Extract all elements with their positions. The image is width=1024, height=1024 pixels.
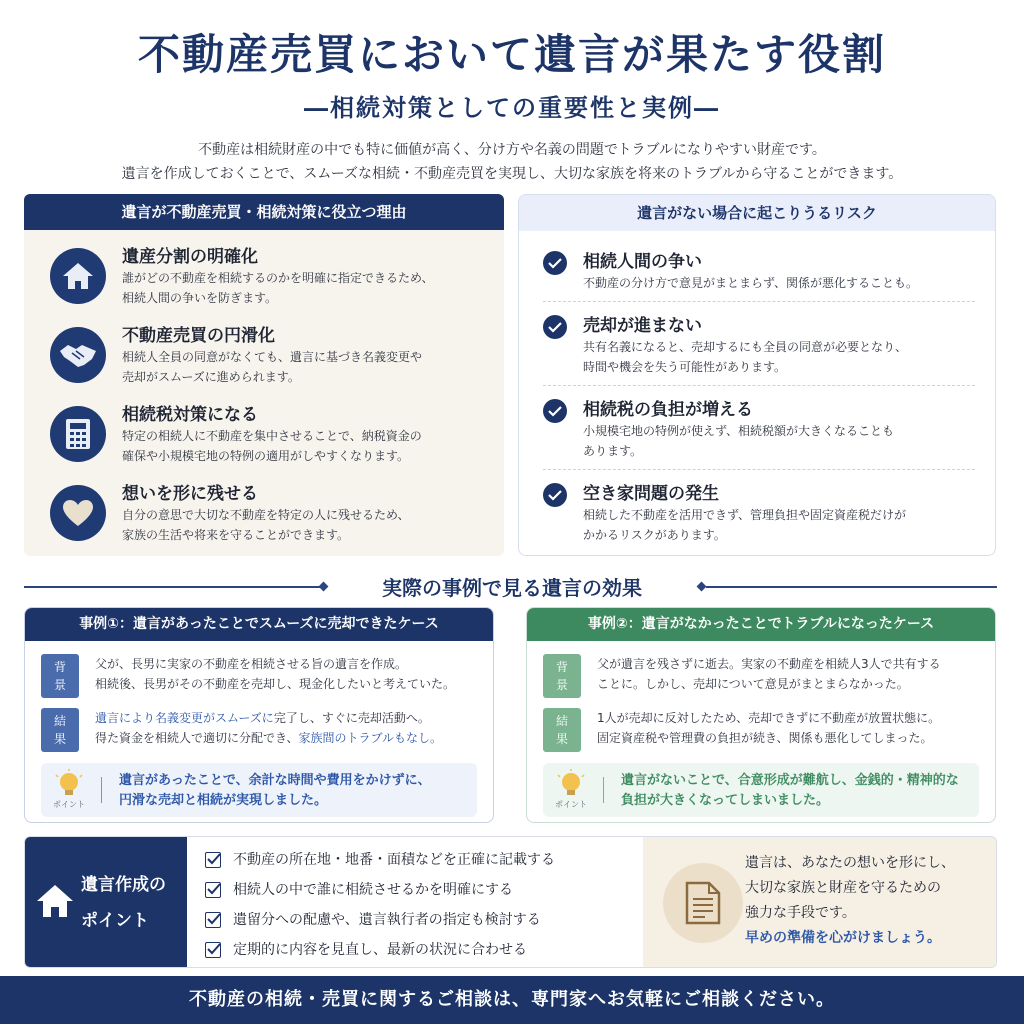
risk-desc <box>583 337 973 377</box>
tag-label: 結果 <box>53 714 66 746</box>
closing-message <box>745 851 990 951</box>
reason-desc-line: 誰がどの不動産を相続するのかを明確に指定できるため、 <box>122 271 434 285</box>
case-point-box <box>543 763 979 817</box>
check-circle-icon <box>543 315 567 339</box>
page-subtitle: ―相続対策としての重要性と実例― <box>304 93 720 122</box>
tag-label: 背景 <box>53 660 66 692</box>
case-point-box <box>41 763 477 817</box>
check-circle-icon <box>543 399 567 423</box>
case-text-line <box>95 708 480 728</box>
reason-desc <box>122 347 492 387</box>
point-text-line: 遺言があったことで、余計な時間や費用をかけずに、 <box>119 773 431 788</box>
case-text-line: 父が遺言を残さずに逝去。実家の不動産を相続人3人で共有する <box>597 657 941 671</box>
checklist-text: 遺留分への配慮や、遺言執行者の指定も検討する <box>233 912 541 928</box>
lightbulb-icon <box>553 769 589 811</box>
case-text-line <box>95 728 480 748</box>
reasons-heading: 遺言が不動産売買・相続対策に役立つ理由 <box>24 194 504 230</box>
risk-desc-line: 不動産の分け方で意見がまとまらず、関係が悪化することも。 <box>583 276 919 290</box>
background-tag <box>41 654 79 698</box>
highlight-text: 遺言により名義変更がスムーズに <box>95 711 274 725</box>
check-circle-icon <box>543 251 567 275</box>
handshake-icon <box>50 327 106 383</box>
reason-title: 想いを形に残せる <box>122 484 258 504</box>
reason-desc-line: 相続人全員の同意がなくても、遺言に基づき名義変更や <box>122 350 423 364</box>
case-text-line: 父が、長男に実家の不動産を相続させる旨の遺言を作成。 <box>95 657 408 671</box>
reason-item <box>24 321 504 397</box>
closing-message-line: 遺言は、あなたの想いを形にし、 <box>745 855 955 871</box>
intro-line-2: 遺言を作成しておくことで、スムーズな相続・不動産売買を実現し、大切な家族を将来のトラブルから守ることができます。 <box>121 166 903 182</box>
reason-desc <box>122 426 492 466</box>
result-tag <box>543 708 581 752</box>
point-text <box>119 771 469 811</box>
divider <box>101 777 102 803</box>
risk-desc-line: あります。 <box>583 444 643 458</box>
reason-item <box>24 479 504 555</box>
reason-title: 不動産売買の円滑化 <box>122 326 275 346</box>
risk-desc <box>583 421 973 461</box>
case-text: 得た資金を相続人で適切に分配でき、 <box>95 731 299 745</box>
divider <box>543 469 975 470</box>
checklist-text: 相続人の中で誰に相続させるかを明確にする <box>233 882 513 898</box>
document-icon <box>663 863 743 943</box>
cases-section-title: 実際の事例で見る遺言の効果 <box>382 576 642 600</box>
points-label <box>81 867 166 939</box>
point-label: ポイント <box>53 800 85 809</box>
risk-desc <box>583 505 973 545</box>
reason-desc-line: 売却がスムーズに進められます。 <box>122 370 300 384</box>
points-label-line: ポイント <box>81 911 149 931</box>
point-label: ポイント <box>555 800 587 809</box>
risk-title: 相続税の負担が増える <box>583 400 753 420</box>
heart-icon <box>50 485 106 541</box>
calculator-icon <box>50 406 106 462</box>
closing-message-line: 大切な家族と財産を守るための <box>745 880 941 896</box>
reason-desc-line: 自分の意思で大切な不動産を特定の人に残せるため、 <box>122 508 410 522</box>
tag-label: 結果 <box>555 714 568 746</box>
reason-item <box>24 400 504 476</box>
case-heading: 事例②：遺言がなかったことでトラブルになったケース <box>527 608 995 641</box>
checklist-text: 不動産の所在地・地番・面積などを正確に記載する <box>233 852 555 868</box>
point-text-line: 遺言がないことで、合意形成が難航し、金銭的・精神的な <box>621 773 959 788</box>
case-card-1 <box>24 607 494 823</box>
checkbox-icon <box>205 882 221 898</box>
risk-desc-line: 小規模宅地の特例が使えず、相続税額が大きくなることも <box>583 424 895 438</box>
intro-line-1: 不動産は相続財産の中でも特に価値が高く、分け方や名義の問題でトラブルになりやすい財産です。 <box>198 142 826 158</box>
reason-desc-line: 家族の生活や将来を守ることができます。 <box>122 528 350 542</box>
checkbox-icon <box>205 912 221 928</box>
checklist-text: 定期的に内容を見直し、最新の状況に合わせる <box>233 942 527 958</box>
case-text-line: ことに。しかし、売却について意見がまとまらなかった。 <box>597 677 909 691</box>
risk-desc <box>583 273 973 293</box>
risk-title: 空き家問題の発生 <box>583 484 719 504</box>
page-title: 不動産売買において遺言が果たす役割 <box>137 30 886 79</box>
case-text-line: 1人が売却に反対したため、売却できずに不動産が放置状態に。 <box>597 711 941 725</box>
risks-heading: 遺言がない場合に起こりうるリスク <box>519 195 995 231</box>
closing-emphasis: 早めの準備を心がけましょう。 <box>745 930 941 946</box>
risk-title: 売却が進まない <box>583 316 702 336</box>
point-text <box>621 771 971 811</box>
case-result-text <box>597 708 982 748</box>
checkbox-icon <box>205 852 221 868</box>
reason-title: 相続税対策になる <box>122 405 258 425</box>
points-label-line: 遺言作成の <box>81 875 166 895</box>
risk-desc-line: 相続した不動産を活用できず、管理負担や固定資産税だけが <box>583 508 907 522</box>
risk-desc-line: かかるリスクがあります。 <box>583 528 726 542</box>
will-points-box <box>24 836 997 968</box>
reason-title: 遺産分割の明確化 <box>122 247 258 267</box>
case-result-text <box>95 708 480 748</box>
reason-desc <box>122 505 492 545</box>
divider <box>603 777 604 803</box>
reason-item <box>24 242 504 318</box>
points-checklist <box>205 845 645 965</box>
checklist-item <box>205 845 645 875</box>
reason-desc <box>122 268 492 308</box>
tag-label: 背景 <box>555 660 568 692</box>
closing-message-line: 強力な手段です。 <box>745 905 856 921</box>
background-tag <box>543 654 581 698</box>
risk-desc-line: 共有名義になると、売却するにも全員の同意が必要となり、 <box>583 340 908 354</box>
point-text-line: 円滑な売却と相続が実現しました。 <box>119 793 328 808</box>
risk-desc-line: 時間や機会を失う可能性があります。 <box>583 360 787 374</box>
lightbulb-icon <box>51 769 87 811</box>
case-text-line: 相続後、長男がその不動産を売却し、現金化したいと考えていた。 <box>95 677 456 691</box>
reasons-panel <box>24 194 504 556</box>
house-icon <box>50 248 106 304</box>
result-tag <box>41 708 79 752</box>
case-text-line: 固定資産税や管理費の負担が続き、関係も悪化してしまった。 <box>597 731 933 745</box>
case-heading: 事例①：遺言があったことでスムーズに売却できたケース <box>25 608 493 641</box>
check-circle-icon <box>543 483 567 507</box>
divider <box>543 301 975 302</box>
case-card-2 <box>526 607 996 823</box>
point-text-line: 負担が大きくなってしまいました。 <box>621 793 830 808</box>
intro-text <box>0 138 1024 186</box>
points-label-block <box>25 837 187 968</box>
risk-title: 相続人間の争い <box>583 252 702 272</box>
checkbox-icon <box>205 942 221 958</box>
house-icon <box>35 883 75 923</box>
closing-message-block <box>643 837 997 968</box>
case-background-text <box>597 654 982 694</box>
case-text: 完了し、すぐに売却活動へ。 <box>273 711 430 725</box>
checklist-item <box>205 935 645 965</box>
reason-desc-line: 確保や小規模宅地の特例の適用がしやすくなります。 <box>122 449 410 463</box>
checklist-item <box>205 875 645 905</box>
footer-banner: 不動産の相続・売買に関するご相談は、専門家へお気軽にご相談ください。 <box>0 976 1024 1024</box>
case-background-text <box>95 654 480 694</box>
highlight-text: 家族間のトラブルもなし。 <box>298 731 443 745</box>
risks-panel <box>518 194 996 556</box>
reason-desc-line: 相続人間の争いを防ぎます。 <box>122 291 278 305</box>
reason-desc-line: 特定の相続人に不動産を集中させることで、納税資金の <box>122 429 422 443</box>
divider <box>543 385 975 386</box>
checklist-item <box>205 905 645 935</box>
